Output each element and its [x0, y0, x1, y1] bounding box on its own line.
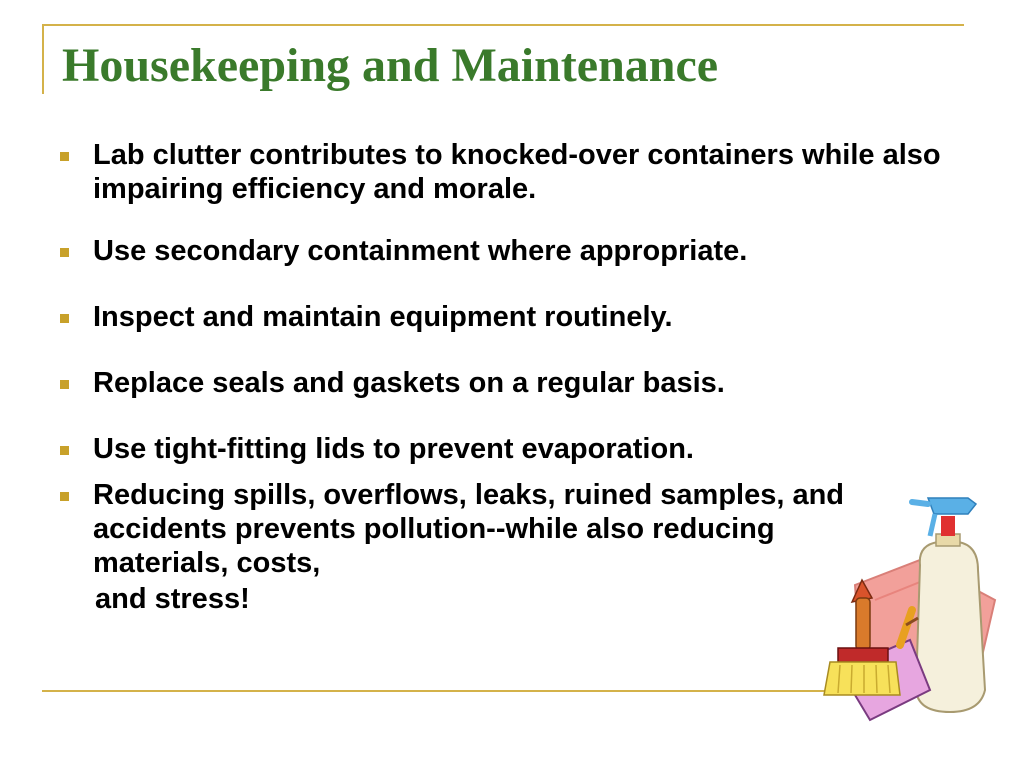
bullet-marker-icon: [60, 446, 69, 455]
bullet-item: [55, 138, 955, 206]
bullet-text: Replace seals and gaskets on a regular basis.: [93, 367, 725, 399]
bullet-marker-icon: [60, 152, 69, 161]
left-rule: [42, 24, 44, 94]
bullet-marker-icon: [60, 314, 69, 323]
bullet-item: [55, 366, 955, 400]
bullet-marker-icon: [60, 380, 69, 389]
bullet-marker-icon: [60, 492, 69, 501]
bullet-item: [55, 432, 955, 466]
cleaning-supplies-icon: [800, 490, 1010, 730]
bullet-text: Inspect and maintain equipment routinely.: [93, 301, 673, 333]
bullet-item: [55, 300, 955, 334]
bullet-item: [55, 234, 955, 268]
bullet-text: Use secondary containment where appropriate.: [93, 235, 748, 267]
bullet-text: Lab clutter contributes to knocked-over containers while also impairing efficiency and morale.: [93, 139, 941, 205]
bullet-continuation: and stress!: [95, 583, 250, 615]
slide-title: Housekeeping and Maintenance: [62, 39, 719, 92]
bullet-text: Reducing spills, overflows, leaks, ruined samples, and accidents prevents pollution--while also reducing materials, costs,: [93, 479, 845, 579]
bullet-text: Use tight-fitting lids to prevent evaporation.: [93, 433, 694, 465]
bullet-marker-icon: [60, 248, 69, 257]
top-rule: [42, 24, 964, 26]
